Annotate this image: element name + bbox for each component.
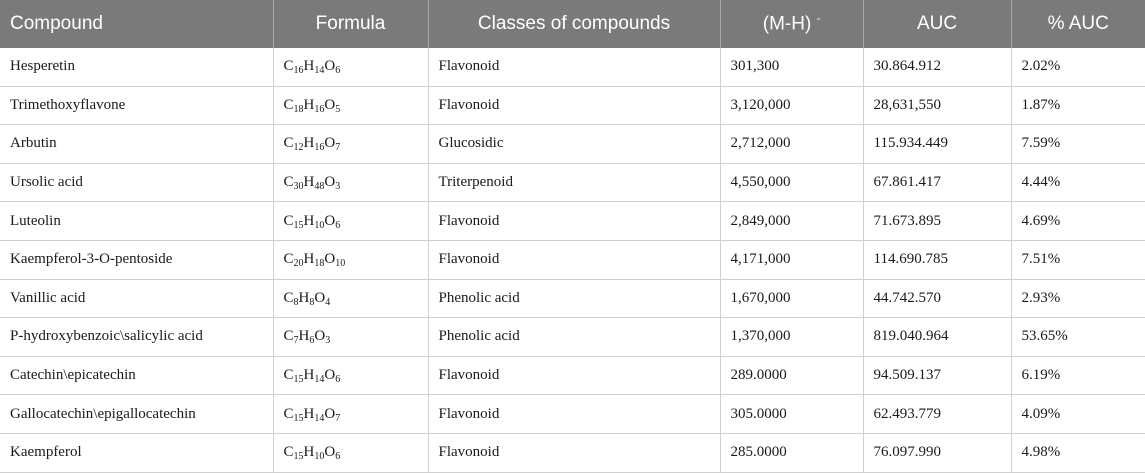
mh-cell: 4,171,000: [720, 240, 863, 279]
formula-subscript: 30: [293, 181, 304, 193]
formula-subscript: 8: [293, 296, 299, 308]
formula-element: H: [303, 367, 315, 384]
formula-subscript: 14: [314, 412, 325, 424]
formula-cell: [273, 240, 428, 279]
class-cell: Flavonoid: [428, 395, 720, 434]
formula-element: H: [303, 96, 315, 113]
formula-element: H: [303, 444, 315, 461]
compound-cell: Ursolic acid: [0, 163, 273, 202]
compound-cell: Kaempferol-3-O-pentoside: [0, 240, 273, 279]
mh-cell: 2,712,000: [720, 125, 863, 164]
formula-subscript: 6: [335, 65, 341, 77]
header-formula: Formula: [273, 0, 428, 48]
class-cell: Flavonoid: [428, 240, 720, 279]
header-mh: [720, 0, 863, 48]
pct-auc-cell: 4.44%: [1011, 163, 1145, 202]
pct-auc-cell: 4.98%: [1011, 433, 1145, 472]
formula-element: O: [324, 58, 336, 75]
formula-element: O: [324, 405, 336, 422]
pct-auc-cell: 2.02%: [1011, 48, 1145, 86]
formula-element: O: [324, 444, 336, 461]
table-row: [0, 163, 1145, 202]
formula-cell: [273, 318, 428, 357]
formula-subscript: 15: [293, 219, 304, 231]
table-body: [0, 48, 1145, 472]
formula-subscript: 14: [314, 374, 325, 386]
class-cell: Phenolic acid: [428, 279, 720, 318]
formula-subscript: 3: [335, 181, 341, 193]
header-row: [0, 0, 1145, 48]
mh-cell: 305.0000: [720, 395, 863, 434]
formula-subscript: 12: [293, 142, 304, 154]
compound-cell: Gallocatechin\epigallocatechin: [0, 395, 273, 434]
formula-element: C: [283, 289, 294, 306]
header-compound: Compound: [0, 0, 273, 48]
formula-element: C: [283, 135, 294, 152]
class-cell: Phenolic acid: [428, 318, 720, 357]
formula-subscript: 16: [293, 65, 304, 77]
table-row: [0, 202, 1145, 241]
formula-subscript: 18: [293, 103, 304, 115]
compound-cell: Trimethoxyflavone: [0, 86, 273, 125]
formula-element: H: [303, 58, 315, 75]
table-row: [0, 356, 1145, 395]
formula-element: H: [303, 174, 315, 191]
mh-cell: 285.0000: [720, 433, 863, 472]
formula-cell: [273, 48, 428, 86]
table-row: [0, 433, 1145, 472]
formula-subscript: 16: [314, 103, 325, 115]
formula-element: H: [303, 135, 315, 152]
formula-cell: [273, 395, 428, 434]
formula-element: H: [298, 328, 310, 345]
auc-cell: 28,631,550: [863, 86, 1011, 125]
compound-cell: Catechin\epicatechin: [0, 356, 273, 395]
header-classes: Classes of compounds: [428, 0, 720, 48]
mh-cell: 289.0000: [720, 356, 863, 395]
pct-auc-cell: 53.65%: [1011, 318, 1145, 357]
mh-cell: 1,670,000: [720, 279, 863, 318]
pct-auc-cell: 7.51%: [1011, 240, 1145, 279]
auc-cell: 71.673.895: [863, 202, 1011, 241]
auc-cell: 44.742.570: [863, 279, 1011, 318]
formula-cell: [273, 433, 428, 472]
formula-subscript: 4: [325, 296, 331, 308]
formula-element: O: [314, 289, 326, 306]
formula-element: C: [283, 174, 294, 191]
formula-subscript: 3: [325, 335, 331, 347]
table-row: [0, 318, 1145, 357]
auc-cell: 115.934.449: [863, 125, 1011, 164]
pct-auc-cell: 2.93%: [1011, 279, 1145, 318]
mh-cell: 301,300: [720, 48, 863, 86]
formula-subscript: 10: [335, 258, 346, 270]
class-cell: Flavonoid: [428, 86, 720, 125]
formula-subscript: 7: [335, 142, 341, 154]
pct-auc-cell: 6.19%: [1011, 356, 1145, 395]
formula-subscript: 18: [314, 258, 325, 270]
formula-element: C: [283, 405, 294, 422]
formula-element: H: [303, 251, 315, 268]
formula-element: C: [283, 96, 294, 113]
table-header: [0, 0, 1145, 48]
formula-element: O: [324, 174, 336, 191]
header-auc: AUC: [863, 0, 1011, 48]
formula-subscript: 16: [314, 142, 325, 154]
formula-subscript: 6: [335, 374, 341, 386]
compound-cell: Kaempferol: [0, 433, 273, 472]
formula-subscript: 7: [335, 412, 341, 424]
formula-element: O: [314, 328, 326, 345]
formula-element: O: [324, 367, 336, 384]
formula-subscript: 15: [293, 412, 304, 424]
formula-subscript: 6: [335, 219, 341, 231]
mh-cell: 3,120,000: [720, 86, 863, 125]
auc-cell: 94.509.137: [863, 356, 1011, 395]
mh-cell: 1,370,000: [720, 318, 863, 357]
compound-cell: Vanillic acid: [0, 279, 273, 318]
formula-element: C: [283, 212, 294, 229]
compound-cell: P-hydroxybenzoic\salicylic acid: [0, 318, 273, 357]
formula-cell: [273, 86, 428, 125]
class-cell: Flavonoid: [428, 48, 720, 86]
formula-subscript: 6: [309, 335, 315, 347]
formula-element: O: [324, 212, 336, 229]
auc-cell: 114.690.785: [863, 240, 1011, 279]
auc-cell: 76.097.990: [863, 433, 1011, 472]
class-cell: Flavonoid: [428, 356, 720, 395]
formula-subscript: 10: [314, 219, 325, 231]
formula-element: H: [303, 212, 315, 229]
compound-cell: Hesperetin: [0, 48, 273, 86]
auc-cell: 67.861.417: [863, 163, 1011, 202]
formula-element: H: [298, 289, 310, 306]
class-cell: Triterpenoid: [428, 163, 720, 202]
class-cell: Glucosidic: [428, 125, 720, 164]
formula-cell: [273, 356, 428, 395]
compound-cell: Luteolin: [0, 202, 273, 241]
table-row: [0, 125, 1145, 164]
formula-element: O: [324, 96, 336, 113]
formula-cell: [273, 202, 428, 241]
header-mh-superscript: -: [816, 12, 821, 25]
formula-cell: [273, 163, 428, 202]
formula-subscript: 20: [293, 258, 304, 270]
pct-auc-cell: 7.59%: [1011, 125, 1145, 164]
formula-element: C: [283, 251, 294, 268]
compound-cell: Arbutin: [0, 125, 273, 164]
pct-auc-cell: 4.69%: [1011, 202, 1145, 241]
formula-element: O: [324, 251, 336, 268]
formula-element: C: [283, 444, 294, 461]
formula-cell: [273, 125, 428, 164]
header-pct-auc: % AUC: [1011, 0, 1145, 48]
formula-subscript: 5: [335, 103, 341, 115]
formula-subscript: 48: [314, 181, 325, 193]
formula-subscript: 7: [293, 335, 299, 347]
formula-cell: [273, 279, 428, 318]
formula-subscript: 6: [335, 451, 341, 463]
formula-subscript: 14: [314, 65, 325, 77]
class-cell: Flavonoid: [428, 433, 720, 472]
formula-element: C: [283, 58, 294, 75]
mh-cell: 4,550,000: [720, 163, 863, 202]
pct-auc-cell: 4.09%: [1011, 395, 1145, 434]
auc-cell: 819.040.964: [863, 318, 1011, 357]
table-row: [0, 395, 1145, 434]
table-row: [0, 240, 1145, 279]
pct-auc-cell: 1.87%: [1011, 86, 1145, 125]
formula-element: C: [283, 367, 294, 384]
formula-element: O: [324, 135, 336, 152]
table-row: [0, 48, 1145, 86]
auc-cell: 30.864.912: [863, 48, 1011, 86]
formula-element: H: [303, 405, 315, 422]
formula-subscript: 8: [309, 296, 315, 308]
formula-subscript: 10: [314, 451, 325, 463]
table-row: [0, 279, 1145, 318]
formula-element: C: [283, 328, 294, 345]
table-row: [0, 86, 1145, 125]
header-mh-label: (M-H): [762, 13, 817, 35]
mh-cell: 2,849,000: [720, 202, 863, 241]
class-cell: Flavonoid: [428, 202, 720, 241]
formula-subscript: 15: [293, 374, 304, 386]
auc-cell: 62.493.779: [863, 395, 1011, 434]
formula-subscript: 15: [293, 451, 304, 463]
